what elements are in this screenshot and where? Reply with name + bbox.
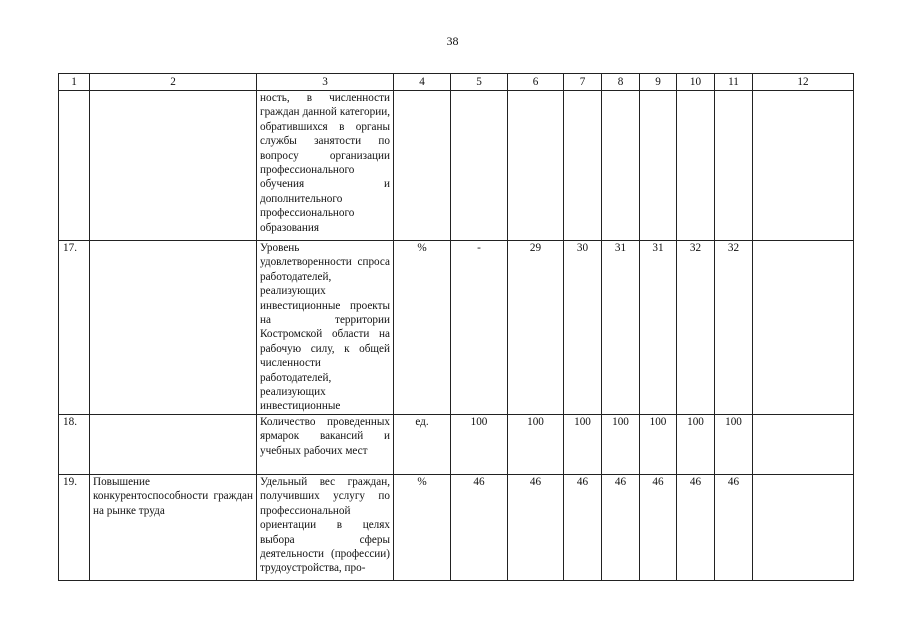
column-header: 12 bbox=[753, 74, 854, 91]
value-cell: 46 bbox=[640, 474, 677, 580]
page-number: 38 bbox=[446, 34, 459, 48]
indicator-text: Удельный вес граждан, получивших услугу по профессиональной ориентации в целях выбора сферы деятельности (профессии) трудоустройства, про- bbox=[257, 474, 394, 580]
column-header: 1 bbox=[59, 74, 90, 91]
table-row bbox=[59, 241, 854, 415]
value-cell: 32 bbox=[677, 241, 715, 415]
row-number: 18. bbox=[59, 414, 90, 474]
table-row bbox=[59, 414, 854, 474]
column-header: 5 bbox=[451, 74, 508, 91]
value-cell: 100 bbox=[640, 414, 677, 474]
row-number: 19. bbox=[59, 474, 90, 580]
indicator-text: Уровень удовлетворенности спроса работодателей, реализующих инвестиционные проекты на территории Костромской области на рабочую силу, к общей численности работодателей, реализующих инвестиционные bbox=[257, 241, 394, 415]
value-cell: 46 bbox=[564, 474, 602, 580]
value-cell: 29 bbox=[508, 241, 564, 415]
value-cell bbox=[508, 91, 564, 241]
indicator-text: ность, в численности граждан данной категории, обратившихся в органы службы занятости по вопросу организации профессионального обучения и дополнительного профессионального образования bbox=[257, 91, 394, 241]
value-cell: 100 bbox=[677, 414, 715, 474]
value-cell bbox=[715, 91, 753, 241]
unit-cell: % bbox=[394, 241, 451, 415]
value-cell: 46 bbox=[451, 474, 508, 580]
note-cell bbox=[753, 241, 854, 415]
value-cell: 31 bbox=[602, 241, 640, 415]
value-cell: 30 bbox=[564, 241, 602, 415]
value-cell bbox=[451, 91, 508, 241]
value-cell: 100 bbox=[451, 414, 508, 474]
value-cell: 100 bbox=[508, 414, 564, 474]
value-cell: 46 bbox=[508, 474, 564, 580]
value-cell: 46 bbox=[602, 474, 640, 580]
value-cell: 32 bbox=[715, 241, 753, 415]
value-cell: 31 bbox=[640, 241, 677, 415]
unit-cell bbox=[394, 91, 451, 241]
table-row bbox=[59, 91, 854, 241]
unit-cell: % bbox=[394, 474, 451, 580]
column-header: 9 bbox=[640, 74, 677, 91]
measure-name: Повышение конкурентоспособности граждан на рынке труда bbox=[90, 474, 257, 580]
indicators-table bbox=[58, 73, 854, 581]
column-header: 4 bbox=[394, 74, 451, 91]
column-header: 10 bbox=[677, 74, 715, 91]
table-row bbox=[59, 474, 854, 580]
measure-name bbox=[90, 414, 257, 474]
column-header: 11 bbox=[715, 74, 753, 91]
column-header: 6 bbox=[508, 74, 564, 91]
value-cell bbox=[640, 91, 677, 241]
note-cell bbox=[753, 91, 854, 241]
measure-name bbox=[90, 241, 257, 415]
value-cell bbox=[602, 91, 640, 241]
value-cell: 100 bbox=[602, 414, 640, 474]
value-cell: 100 bbox=[715, 414, 753, 474]
column-header: 2 bbox=[90, 74, 257, 91]
column-header: 7 bbox=[564, 74, 602, 91]
value-cell bbox=[677, 91, 715, 241]
value-cell: - bbox=[451, 241, 508, 415]
value-cell: 100 bbox=[564, 414, 602, 474]
note-cell bbox=[753, 474, 854, 580]
row-number: 17. bbox=[59, 241, 90, 415]
value-cell: 46 bbox=[677, 474, 715, 580]
table-header-row bbox=[59, 74, 854, 91]
value-cell bbox=[564, 91, 602, 241]
column-header: 8 bbox=[602, 74, 640, 91]
unit-cell: ед. bbox=[394, 414, 451, 474]
indicator-text: Количество проведенных ярмарок вакансий и учебных рабочих мест bbox=[257, 414, 394, 474]
measure-name bbox=[90, 91, 257, 241]
value-cell: 46 bbox=[715, 474, 753, 580]
column-header: 3 bbox=[257, 74, 394, 91]
note-cell bbox=[753, 414, 854, 474]
row-number bbox=[59, 91, 90, 241]
